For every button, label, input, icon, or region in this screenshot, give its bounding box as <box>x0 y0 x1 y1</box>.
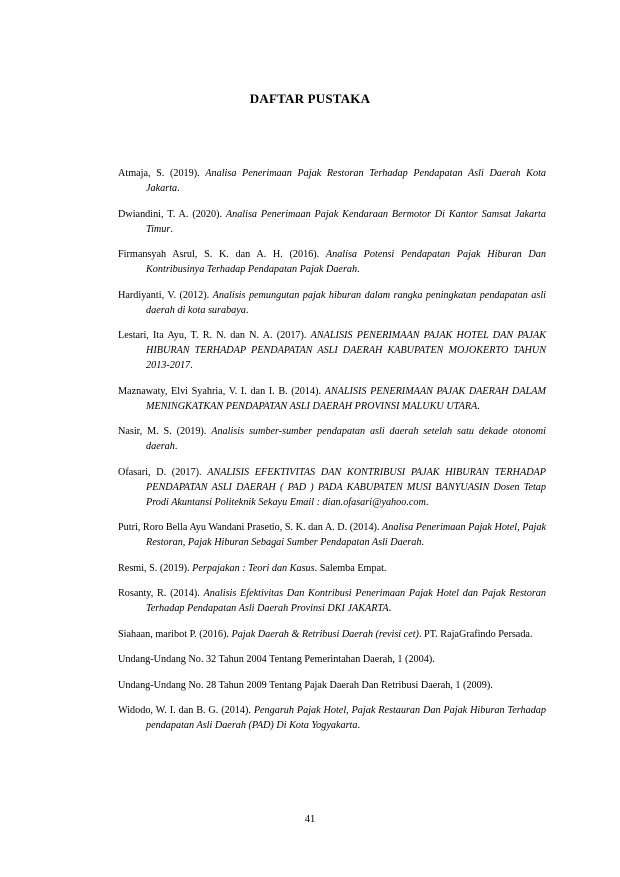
reference-author-year: Putri, Roro Bella Ayu Wandani Prasetio, S. K. dan A. D. (2014). <box>118 522 383 533</box>
reference-item <box>118 166 546 196</box>
reference-author-year: Widodo, W. I. dan B. G. (2014). <box>118 705 254 716</box>
reference-title: Analisa Penerimaan Pajak Kendaraan Bermotor Di Kantor Samsat Jakarta Timur <box>146 208 546 235</box>
reference-suffix: . <box>425 496 429 508</box>
reference-title: ANALISIS PENERIMAAN PAJAK HOTEL DAN PAJAK HIBURAN TERHADAP PENDAPATAN ASLI DAERAH KABUPATEN MOJOKERTO TAHUN 2013-2017 <box>146 330 546 371</box>
reference-author-year: Firmansyah Asrul, S. K. dan A. H. (2016). <box>118 249 326 260</box>
page-title: DAFTAR PUSTAKA <box>249 91 371 106</box>
reference-title: Analisa Penerimaan Pajak Restoran Terhadap Pendapatan Asli Daerah Kota Jakarta <box>146 168 546 194</box>
reference-author-year: Maznawaty, Elvi Syahria, V. I. dan I. B. (2014). <box>118 385 325 397</box>
reference-suffix: . <box>421 537 424 548</box>
reference-author-year: Ofasari, D. (2017). <box>118 466 208 478</box>
reference-title: Perpajakan : Teori dan Kasus <box>192 562 315 574</box>
reference-item <box>118 465 546 510</box>
reference-item <box>118 627 546 642</box>
reference-author-year: Lestari, Ita Ayu, T. R. N. dan N. A. (2017). <box>118 330 311 341</box>
reference-title: Analisa Potensi Pendapatan Pajak Hiburan Dan Kontribusinya Terhadap Pendapatan Pajak Daerah <box>146 249 546 275</box>
reference-title: Pengaruh Pajak Hotel, Pajak Restauran Dan Pajak Hiburan Terhadap pendapatan Asli Daerah (PAD) Di Kota Yogyakarta <box>146 705 546 731</box>
reference-suffix: . <box>357 720 361 731</box>
reference-title: Pajak Daerah & Retribusi Daerah (revisi cet) <box>231 628 419 640</box>
reference-suffix: . <box>388 603 392 614</box>
reference-author-year: Rosanty, R. (2014). <box>118 588 204 599</box>
reference-list <box>118 166 546 744</box>
reference-suffix: . Salemba Empat. <box>314 562 387 574</box>
reference-author-year: Undang-Undang No. 28 Tahun 2009 Tentang Pajak Daerah Dan Retribusi Daerah, 1 (2009). <box>118 679 493 691</box>
reference-title: Analisis sumber-sumber pendapatan asli daerah setelah satu dekade otonomi daerah <box>146 426 546 452</box>
reference-item <box>118 424 546 454</box>
reference-item <box>118 247 546 277</box>
reference-item <box>118 586 546 616</box>
reference-suffix: . <box>177 183 180 194</box>
reference-title: Analisis pemungutan pajak hiburan dalam rangka peningkatan pendapatan asli daerah di kota surabaya <box>146 289 546 316</box>
reference-author-year: Dwiandini, T. A. (2020). <box>118 208 226 220</box>
reference-suffix: . <box>477 400 480 412</box>
reference-author-year: Undang-Undang No. 32 Tahun 2004 Tentang Pemerintahan Daerah, 1 (2004). <box>118 654 435 665</box>
reference-suffix: . <box>174 441 178 452</box>
reference-item <box>118 561 546 576</box>
reference-suffix: . <box>170 223 173 235</box>
reference-item <box>118 678 546 693</box>
reference-author-year: Hardiyanti, V. (2012). <box>118 289 213 301</box>
reference-suffix: . PT. RajaGrafindo Persada. <box>418 628 533 640</box>
reference-item <box>118 288 546 318</box>
reference-author-year: Siahaan, maribot P. (2016). <box>118 628 232 640</box>
reference-title: ANALISIS PENERIMAAN PAJAK DAERAH DALAM MENINGKATKAN PENDAPATAN ASLI DAERAH PROVINSI MALUKU UTARA <box>146 385 546 412</box>
reference-suffix: . <box>190 360 193 371</box>
reference-suffix: . <box>245 304 249 316</box>
reference-item <box>118 703 546 733</box>
reference-author-year: Resmi, S. (2019). <box>118 562 193 574</box>
reference-author-year: Nasir, M. S. (2019). <box>118 426 212 437</box>
reference-title: Analisa Penerimaan Pajak Hotel, Pajak Restoran, Pajak Hiburan Sebagai Sumber Pendapatan Asli Daerah <box>146 522 546 548</box>
reference-author-year: Atmaja, S. (2019). <box>118 168 206 179</box>
reference-item <box>118 384 546 414</box>
reference-suffix: . <box>357 264 360 275</box>
page-number: 41 <box>304 814 316 825</box>
reference-item <box>118 520 546 550</box>
reference-item <box>118 207 546 237</box>
reference-title: ANALISIS EFEKTIVITAS DAN KONTRIBUSI PAJAK HIBURAN TERHADAP PENDAPATAN ASLI DAERAH ( PAD ) PADA KABUPATEN MUSI BANYUASIN Dosen Tetap Prodi Akuntansi Politeknik Sekayu Email : dian.ofasari@yahoo.com <box>146 466 547 508</box>
reference-item <box>118 652 546 667</box>
reference-title: Analisis Efektivitas Dan Kontribusi Penerimaan Pajak Hotel dan Pajak Restoran Terhadap Pendapatan Asli Daerah Provinsi DKI JAKARTA <box>146 588 546 614</box>
reference-item <box>118 328 546 373</box>
